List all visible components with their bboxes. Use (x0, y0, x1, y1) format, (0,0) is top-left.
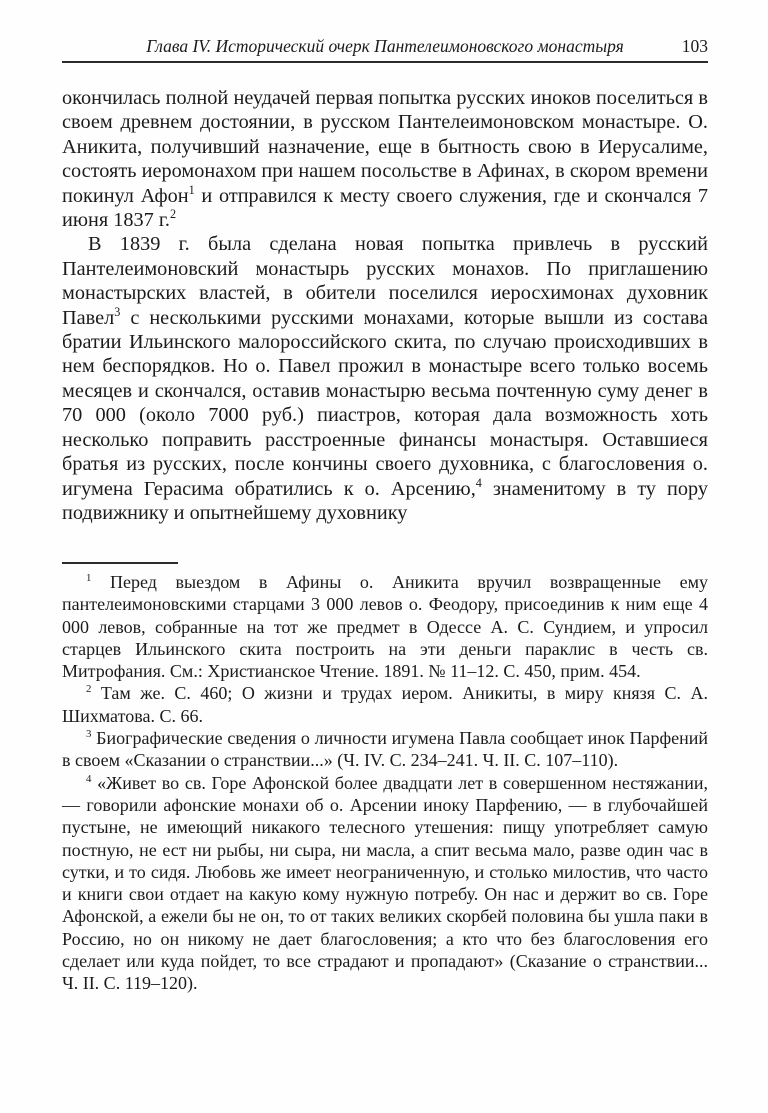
footnote-marker: 3 (86, 728, 92, 741)
footnote-item: $^2$ Там же. С. 460; О жизни и трудах иером. Аникиты, в миру князя С. А. Шихматова. С. 66. (62, 683, 708, 726)
footnotes-list (62, 571, 708, 995)
footnote-marker: 4 (86, 772, 92, 785)
footnote-separator-rule (62, 562, 178, 564)
footnote-reference: 4 (475, 475, 482, 490)
chapter-running-title: Глава IV. Исторический очерк Пантелеимоновского монастыря (146, 36, 624, 56)
footnote-item: $^4$ «Живет во св. Горе Афонской более двадцати лет в совершенном нестяжании, — говорили афонские монахи об о. Арсении иноку Парфению, — в глубочайшей пустыне, не имеющий никакого телесного утешения: пищу употребляет самую постную, не ест ни рыбы, ни сыра, ни масла, а спит весьма мало, разве один час в сутки, и то сидя. Любовь же имеет неограниченную, и столько милостив, что часто и книги свои отдает на какую кому нужную потребу. Он нас и держит во св. Горе Афонской, а ежели бы не он, то от таких великих скорбей половина бы ушла паки в Россию, но он никому не дает благословения; а кто что без благословения его сделает или куда пойдет, то все страдают и пропадают» (Сказание о странствии... Ч. II. С. 119–120). (62, 772, 708, 994)
page-number: 103 (681, 36, 708, 56)
footnote-marker: 2 (86, 683, 92, 696)
footnote-reference: 2 (170, 207, 177, 222)
footnote-reference: 3 (114, 304, 121, 319)
main-text (62, 86, 708, 525)
body-paragraph: окончилась полной неудачей первая попытка русских иноков поселиться в своем древнем достоянии, в русском Пантелеимоновском монастыре. О. Аникита, получивший назначение, еще в бытность свою в Иерусалиме, состоять иеромонахом при нашем посольстве в Афинах, в скором времени покинул Афон$^1$ и отправился к месту своего служения, где и скончался 7 июня 1837 г.$^2$ (62, 87, 708, 232)
footnote-item: $^3$ Биографические сведения о личности игумена Павла сообщает инок Парфений в своем «Сказании о странствии...» (Ч. IV. С. 234–241. Ч. II. С. 107–110). (62, 728, 708, 771)
running-head (62, 36, 708, 56)
footnote-reference: 1 (188, 182, 195, 197)
footnote-item: $^1$ Перед выездом в Афины о. Аникита вручил возвращенные ему пантелеимоновскими старцами 3 000 левов о. Феодору, присоединив к ним еще 4 000 левов, собранные на тот же предмет в Одессе А. С. Сундием, и упросил старцев Ильинского скита построить на эти деньги параклис в честь св. Митрофания. См.: Христианское Чтение. 1891. № 11–12. С. 450, прим. 454. (62, 572, 708, 682)
footnote-marker: 1 (86, 572, 92, 584)
header-rule (62, 61, 708, 63)
body-paragraph: В 1839 г. была сделана новая попытка привлечь в русский Пантелеимоновский монастырь русских монахов. По приглашению монастырских властей, в обители поселился иеросхимонах духовник Павел$^3$ с несколькими русскими монахами, которые вышли из состава братии Ильинского малороссийского скита, по случаю происходивших в нем беспорядков. Но о. Павел прожил в монастыре всего только восемь месяцев и скончался, оставив монастырю весьма почтенную суму денег в 70 000 (около 7000 руб.) пиастров, которая дала возможность хоть несколько поправить расстроенные финансы монастыря. Оставшиеся братья из русских, после кончины своего духовника, с благословения о. игумена Герасима обратились к о. Арсению,$^4$ знаменитому в ту пору подвижнику и опытнейшему духовнику (62, 233, 708, 524)
